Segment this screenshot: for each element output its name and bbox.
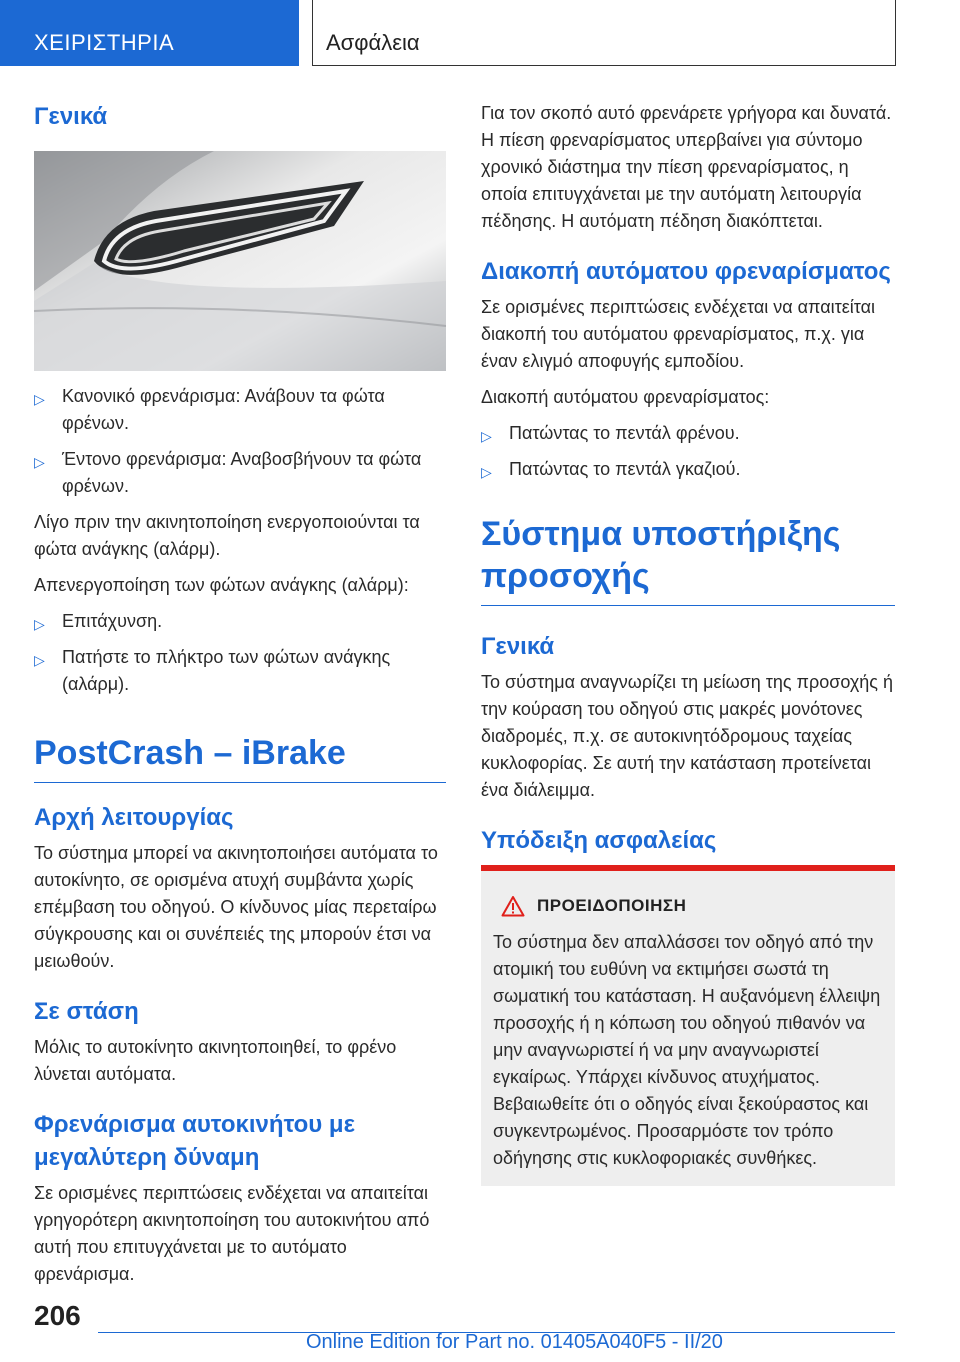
- list-item: ▷ Κανονικό φρενάρισμα: Ανάβουν τα φώτα φρένων.: [34, 386, 385, 433]
- intro-paragraph: Για τον σκοπό αυτό φρενάρετε γρήγορα και δυνατά. Η πίεση φρεναρίσματος υπερβαίνει για σύντομο χρονικό διάστημα την πίεση φρεναρίσματος, η οποία επιτυγχάνεται με την αυτόματη λειτουργία πέδησης. Η αυτόματη πέδηση διακόπτεται.: [481, 103, 892, 231]
- brake-light-list: [34, 383, 446, 500]
- standstill-heading: Σε στάση: [34, 998, 139, 1025]
- general-heading-right: Γενικά: [481, 633, 555, 660]
- interrupt-list: [481, 420, 895, 483]
- postcrash-title: PostCrash – iBrake: [34, 732, 446, 783]
- warning-triangle-icon: [501, 895, 525, 917]
- principle-heading: Αρχή λειτουργίας: [34, 804, 234, 831]
- general-paragraph: Το σύστημα αναγνωρίζει τη μείωση της προσοχής ή την κούραση του οδηγού στις μακρές μονότονες διαδρομές, π.χ. σε αυτοκινητόδρομους ταχείας κυκλοφορίας. Σε αυτή την κατάσταση προτείνεται ένα διάλειμμα.: [481, 672, 893, 800]
- triangle-right-icon: ▷: [34, 616, 45, 632]
- interrupt-heading: Διακοπή αυτόματου φρεναρίσματος: [481, 258, 891, 285]
- triangle-right-icon: ▷: [34, 652, 45, 668]
- list-item: ▷ Επιτάχυνση.: [34, 608, 446, 635]
- warning-title: ΠΡΟΕΙΔΟΠΟΙΗΣΗ: [537, 896, 687, 915]
- safety-heading: Υπόδειξη ασφαλείας: [481, 827, 717, 854]
- tail-light-illustration: [34, 151, 446, 371]
- standstill-paragraph: Μόλις το αυτοκίνητο ακινητοποιηθεί, το φρένο λύνεται αυτόματα.: [34, 1037, 397, 1084]
- principle-paragraph: Το σύστημα μπορεί να ακινητοποιήσει αυτόματα το αυτοκίνητο, σε ορισμένα ατυχή συμβάντα χωρίς επέμβαση του οδηγού. Ο κίνδυνος μίας περεταίρω σύγκρουσης και οι συνέπειές της μπορούν έτσι να μειωθούν.: [34, 843, 438, 971]
- general-heading: Γενικά: [34, 103, 108, 130]
- edition-text: Online Edition for Part no. 01405A040F5 - II/20: [306, 1331, 723, 1353]
- header-chapter-tab: [0, 0, 299, 66]
- section-label: Ασφάλεια: [326, 30, 420, 55]
- braking-paragraph: Σε ορισμένες περιπτώσεις ενδέχεται να απαιτείται γρηγορότερη ακινητοποίηση του αυτοκινήτου από αυτή που επιτυγχάνεται με το αυτόματο φρενάρισμα.: [34, 1183, 430, 1284]
- warning-box: [481, 865, 895, 1186]
- list-item: ▷ Πατώντας το πεντάλ γκαζιού.: [481, 456, 895, 483]
- warning-header: [501, 895, 883, 917]
- list-item: ▷ Πατώντας το πεντάλ φρένου.: [481, 420, 895, 447]
- hazard-off-list: [34, 608, 446, 698]
- chapter-label: ΧΕΙΡΙΣΤΗΡΙΑ: [34, 30, 175, 55]
- triangle-right-icon: ▷: [481, 464, 492, 480]
- list-item: ▷ Έντονο φρενάρισμα: Αναβοσβήνουν τα φώτα φρένων.: [34, 449, 422, 496]
- triangle-right-icon: ▷: [481, 428, 492, 444]
- triangle-right-icon: ▷: [34, 391, 45, 407]
- right-column: [481, 100, 895, 1186]
- list-item: ▷ Πατήστε το πλήκτρο των φώτων ανάγκης (αλάρμ).: [34, 647, 391, 694]
- attention-title: Σύστημα υποστήριξης προσοχής: [481, 513, 895, 606]
- interrupt-paragraph: Σε ορισμένες περιπτώσεις ενδέχεται να απαιτείται διακοπή του αυτόματου φρεναρίσματος, π.χ. για έναν ελιγμό αποφυγής εμποδίου.: [481, 297, 876, 371]
- braking-heading: Φρενάρισμα αυτοκινήτου με μεγαλύτερη δύναμη: [34, 1111, 355, 1171]
- triangle-right-icon: ▷: [34, 454, 45, 470]
- hazard-paragraph: Λίγο πριν την ακινητοποίηση ενεργοποιούνται τα φώτα ανάγκης (αλάρμ).: [34, 512, 420, 559]
- hazard-off-paragraph: Απενεργοποίηση των φώτων ανάγκης (αλάρμ):: [34, 575, 409, 595]
- left-column: [34, 100, 446, 1297]
- brake-light-photo: [34, 151, 446, 371]
- warning-text: Το σύστημα δεν απαλλάσσει τον οδηγό από την ατομική του ευθύνη να εκτιμήσει σωστά τη σωματική του κατάσταση. Η αυξανόμενη έλλειψη προσοχής ή η κόπωση του οδηγού πιθανόν να μην αναγνωριστεί ή να μην αναγνωριστεί εγκαίρως. Υπάρχει κίνδυνος ατυχήματος. Βεβαιωθείτε ότι ο οδηγός είναι ξεκούραστος και συγκεντρωμένος. Προσαρμόστε τον τρόπο οδήγησης στις κυκλοφοριακές συνθήκες.: [493, 932, 881, 1168]
- interrupt-list-intro: Διακοπή αυτόματου φρεναρίσματος:: [481, 387, 770, 407]
- page-number: 206: [34, 1300, 81, 1331]
